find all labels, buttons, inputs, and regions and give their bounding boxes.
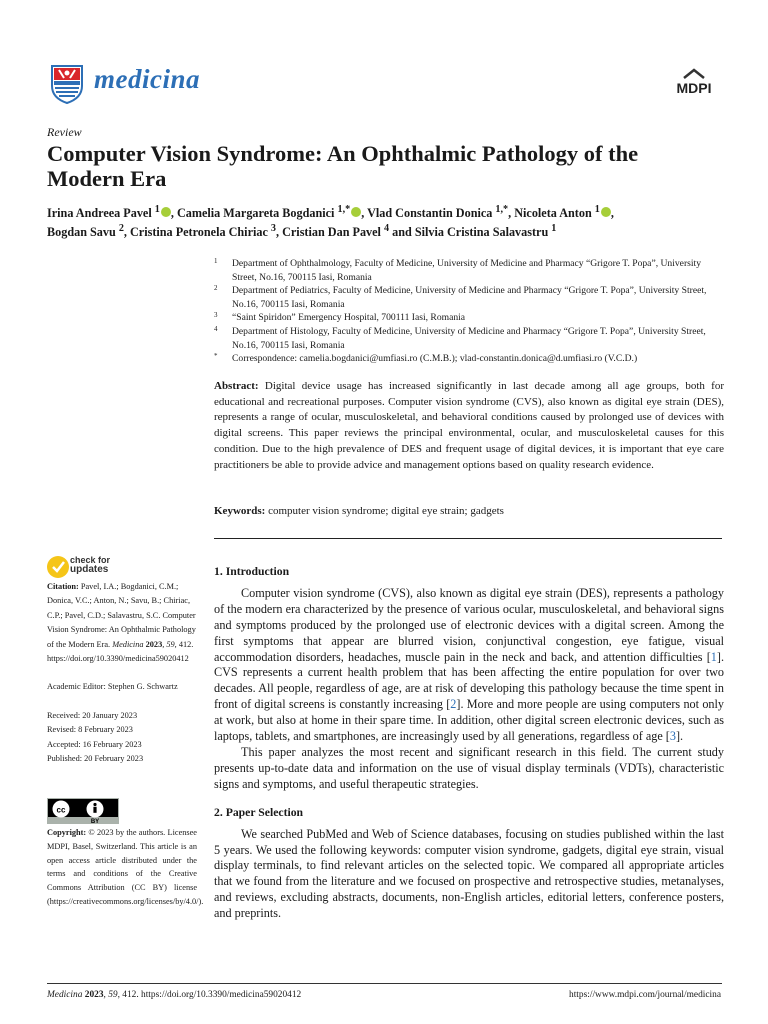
footer-year: 2023 xyxy=(82,990,104,1000)
affiliation-text: “Saint Spiridon” Emergency Hospital, 700111 Iasi, Romania xyxy=(232,312,466,324)
citation-volume: , 59 xyxy=(162,639,175,649)
author-name[interactable]: , Camelia Margareta Bogdanici xyxy=(170,206,338,221)
affiliations xyxy=(214,257,724,366)
affiliation-mark: 3 xyxy=(270,223,276,235)
abstract-text: Digital device usage has increased significantly in last decade among all age groups, both for educational and recreational purposes. Computer vision syndrome (CVS), also known as digital eye strain (DES), represents a range of ocular, musculoskeletal, and behavioral conditions caused by prolonged use of devices with digital screens. This paper reviews the principal environmental, ocular, and musculoskeletal causes for this condition. Due to the high prevalence of DES and frequent usage of digital devices, it is important that eye care practitioners be able to provide advice and management options based on quality research evidence. xyxy=(214,380,724,471)
footer-journal: Medicina xyxy=(47,990,83,1000)
author-name[interactable]: , Cristian Dan Pavel xyxy=(276,225,384,240)
author-name[interactable]: Irina Andreea Pavel xyxy=(47,206,155,221)
copyright-text: © 2023 by the authors. Licensee MDPI, Basel, Switzerland. This article is an open access article distributed under the terms and conditions of the Creative Commons Attribution (CC BY) license (https://creativecommons.org/licenses/by/4.0/). xyxy=(47,828,204,906)
correspondence-mark: * xyxy=(214,352,218,361)
article-type: Review xyxy=(47,125,82,139)
copyright-notice xyxy=(47,826,204,909)
paragraph: Computer vision syndrome (CVS), also known as digital eye strain (DES), represents a pathology of the modern era characterized by the presence of various ocular, musculoskeletal, and behavioral signs and symptoms produced by the prolonged use of electronic devices with a digital screen. Among the first symptoms that appear are blurred vision, conjunctival congestion, eye fatigue, visual accommodation disorders, headaches, muscle pain in the neck and back, and attention difficulties [1]. CVS represents a current health problem that has been affecting the entire population for over two decades. All people, regardless of age, are at risk of developing this pathology because the time spent in front of digital screens is constantly increasing [2]. More and more people are using computers not only at work, but also at home in their spare time. In addition, other digital screen electronic devices, such as laptops, tablets, and smartphones, are increasingly used by all generations, regardless of age [3]. xyxy=(214,585,724,744)
affiliation-number: 4 xyxy=(214,324,218,333)
affiliation-text: Department of Histology, Faculty of Medicine, University of Medicine and Pharmacy “Grigore T. Popa”, University Street, No.16, 700115 Iasi, Romania xyxy=(232,325,706,351)
paragraph: We searched PubMed and Web of Science databases, focusing on studies published within the last 5 years. We used the following keywords: computer vision syndrome, gadgets, digital eye strain, visual display terminals, to find relevant articles on the selected topic. We compared all appropriate articles that we found from the literature and we focused on prospective and retrospective studies, metanalyses, and reviews, excluding abstracts, documents, non-English articles, editorial letters, conference posters, and preprints. xyxy=(214,826,724,921)
paragraph: This paper analyzes the most recent and significant research in this field. The current study presents up-to-date data and information on the use of visual display terminals (VDTs), characteristic signs and symptoms, and useful therapeutic strategies. xyxy=(214,744,724,791)
journal-name[interactable]: medicina xyxy=(94,64,200,94)
keywords-label: Keywords: xyxy=(214,505,266,517)
citation-link[interactable]: 2 xyxy=(450,697,457,712)
check-for-updates-line2: updates xyxy=(70,564,109,575)
footer-volume: , 59 xyxy=(103,990,118,1000)
affiliation-item xyxy=(214,284,724,311)
section-divider xyxy=(214,538,722,539)
keywords-text: computer vision syndrome; digital eye strain; gadgets xyxy=(265,505,504,517)
affiliation-number: 2 xyxy=(214,284,218,293)
author-name[interactable]: , Nicoleta Anton xyxy=(508,206,595,221)
article-body xyxy=(214,564,724,922)
mdpi-logo-icon[interactable] xyxy=(668,66,720,100)
cc-by-license-icon[interactable] xyxy=(47,798,119,824)
citation-year: 2023 xyxy=(143,639,163,649)
copyright-label: Copyright: xyxy=(47,828,87,837)
check-for-updates-label[interactable] xyxy=(70,556,110,574)
footer-divider xyxy=(47,983,722,984)
svg-text:cc: cc xyxy=(56,805,66,815)
abstract xyxy=(214,379,724,473)
orcid-icon[interactable] xyxy=(351,207,361,217)
citation-link[interactable]: 1 xyxy=(710,649,717,664)
affiliation-number: 1 xyxy=(214,257,218,265)
article-title: Computer Vision Syndrome: An Ophthalmic Pathology of the Modern Era xyxy=(47,141,639,191)
published-date: Published: 20 February 2023 xyxy=(47,754,144,764)
author-name[interactable]: , Cristina Petronela Chiriac xyxy=(123,225,271,240)
affiliation-item xyxy=(214,257,724,284)
footer-doi[interactable]: , 412. https://doi.org/10.3390/medicina59020412 xyxy=(117,990,302,1000)
academic-editor: Academic Editor: Stephen G. Schwartz xyxy=(47,682,178,692)
affiliation-mark: 1,* xyxy=(495,204,509,215)
footer-journal-url[interactable]: https://www.mdpi.com/journal/medicina xyxy=(569,990,721,1000)
affiliation-text: Department of Ophthalmology, Faculty of Medicine, University of Medicine and Pharmacy “Grigore T. Popa”, University Street, No.16, 700115 Iasi, Romania xyxy=(232,258,701,283)
check-for-updates-line1: check for xyxy=(70,555,111,565)
affiliation-mark: 4 xyxy=(384,223,390,235)
sidebar-info xyxy=(47,580,197,766)
affiliation-mark: 2 xyxy=(118,223,124,235)
affiliation-mark: 1 xyxy=(551,223,557,235)
citation-journal: Medicina xyxy=(112,639,144,649)
section-heading-paper-selection: 2. Paper Selection xyxy=(214,805,304,819)
author-list: Irina Andreea Pavel $^1$ , Camelia Margareta Bogdanici $^{1,*}$ , Vlad Constantin Donica $^{1,*}$, Nicoleta Anton $^1$ , Bogdan Savu $^2$, Cristina Petronela Chiriac $^3$, Cristian Dan Pavel $^4$ and Silvia Cristina Salavastru $^1$ xyxy=(47,204,614,240)
citation xyxy=(47,580,197,666)
section-heading-introduction: 1. Introduction xyxy=(214,565,290,578)
affiliation-mark: 1,* xyxy=(337,204,351,215)
affiliation-text: Department of Pediatrics, Faculty of Medicine, University of Medicine and Pharmacy “Grigore T. Popa”, University Street, No.16, 700115 Iasi, Romania xyxy=(232,285,707,310)
citation-doi[interactable]: , 412. https://doi.org/10.3390/medicina59020412 xyxy=(47,639,194,664)
keywords xyxy=(214,505,724,517)
cc-by-label: BY xyxy=(90,819,100,824)
revised-date: Revised: 8 February 2023 xyxy=(47,725,133,735)
received-date: Received: 20 January 2023 xyxy=(47,710,138,720)
accepted-date: Accepted: 16 February 2023 xyxy=(47,739,142,749)
author-name[interactable]: Bogdan Savu xyxy=(47,225,119,240)
abstract-label: Abstract: xyxy=(214,380,259,392)
journal-logo-icon xyxy=(50,64,84,104)
affiliation-item xyxy=(214,325,724,352)
orcid-icon[interactable] xyxy=(601,207,611,217)
author-name[interactable]: and Silvia Cristina Salavastru xyxy=(389,225,552,240)
correspondence xyxy=(214,352,724,366)
correspondence-text[interactable]: Correspondence: camelia.bogdanici@umfiasi.ro (C.M.B.); vlad-constantin.donica@d.umfiasi.ro (V.C.D.) xyxy=(232,353,638,365)
mdpi-label: MDPI xyxy=(676,80,712,96)
affiliation-number: 3 xyxy=(214,311,218,320)
affiliation-mark: 1 xyxy=(594,204,600,215)
citation-link[interactable]: 3 xyxy=(669,729,676,744)
citation-text: Pavel, I.A.; Bogdanici, C.M.; Donica, V.C.; Anton, N.; Savu, B.; Chiriac, C.P.; Pavel, C.D.; Salavastru, S.C. Computer Vision Syndrome: An Ophthalmic Pathology of the Modern Era. xyxy=(47,582,196,649)
footer-citation xyxy=(47,990,301,1000)
author-name[interactable]: , Vlad Constantin Donica xyxy=(361,206,496,221)
citation-label: Citation: xyxy=(47,582,79,591)
orcid-icon[interactable] xyxy=(161,207,171,217)
affiliation-mark: 1 xyxy=(154,204,160,215)
affiliation-item xyxy=(214,311,724,325)
